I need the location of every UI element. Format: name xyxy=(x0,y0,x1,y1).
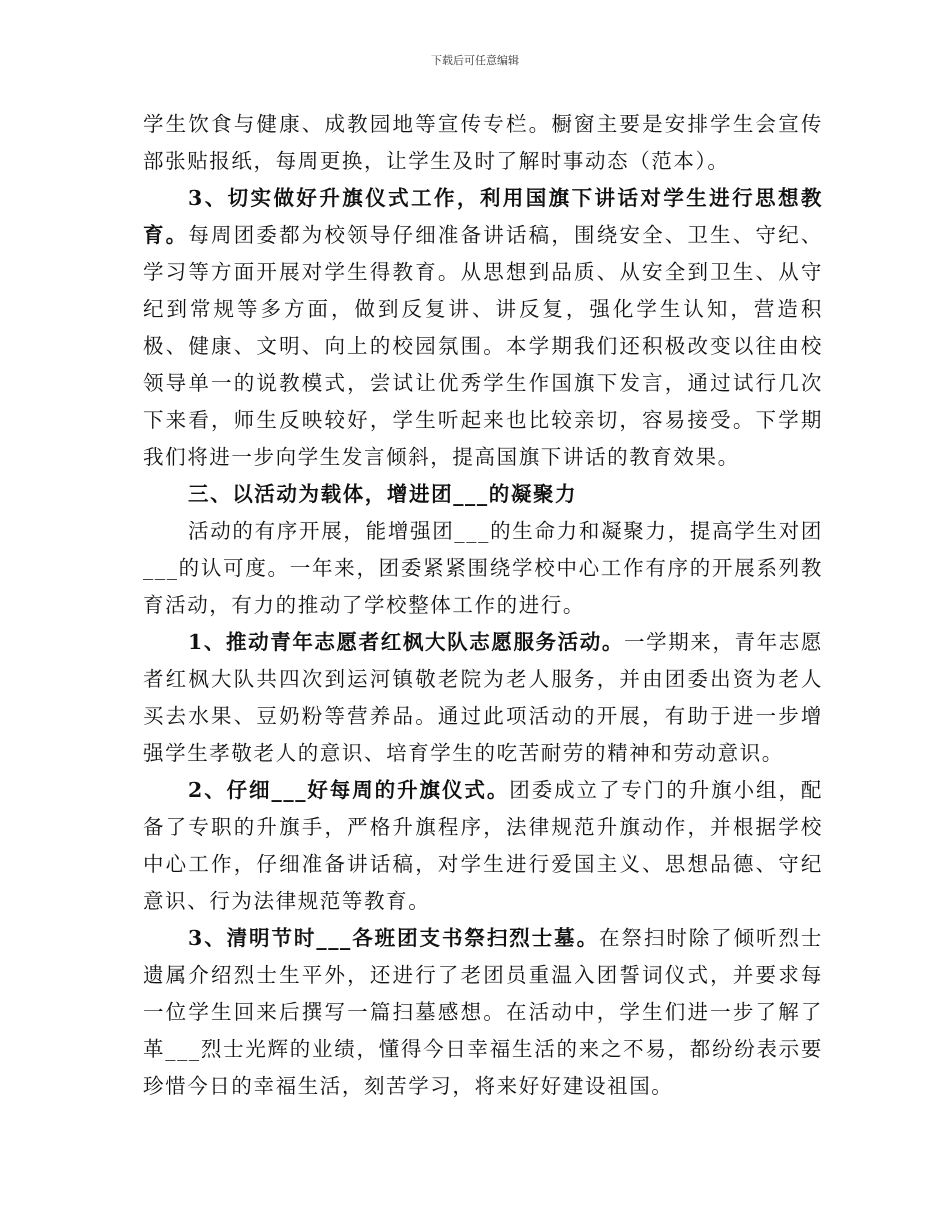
paragraph-2-body: 每周团委都为校领导仔细准备讲话稿，围绕安全、卫生、守纪、学习等方面开展对学生得教育。从思想到品质、从安全到卫生、从守纪到常规等多方面，做到反复讲、讲反复，强化学生认知，营造积极、健康、文明、向上的校园氛围。本学期我们还积极改变以往由校领导单一的说教模式，尝试让优秀学生作国旗下发言，通过试行几次下来看，师生反映较好，学生听起来也比较亲切，容易接受。下学期我们将进一步向学生发言倾斜，提高国旗下讲话的教育效果。 xyxy=(143,223,823,469)
paragraph-2-heading: 3、切实做好升旗仪式工作，利用国旗下讲话对学生进行思想教育。 xyxy=(143,186,823,247)
paragraph-7-heading: 3、清明节时___各班团支书祭扫烈士墓。 xyxy=(188,926,600,950)
page-header: 下载后可任意编辑 xyxy=(431,54,519,67)
paragraph-7 xyxy=(143,920,823,1105)
paragraph-6-body: 团委成立了专门的升旗小组，配备了专职的升旗手，严格升旗程序，法律规范升旗动作，并根据学校中心工作，仔细准备讲话稿，对学生进行爱国主义、思想品德、守纪意识、行为法律规范等教育。 xyxy=(143,778,823,913)
paragraph-5-heading: 1、推动青年志愿者红枫大队志愿服务活动。 xyxy=(188,630,624,654)
paragraph-6 xyxy=(143,772,823,920)
document-body xyxy=(143,106,823,1105)
paragraph-4-body: 活动的有序开展，能增强团___的生命力和凝聚力，提高学生对团___的认可度。一年来，团委紧紧围绕学校中心工作有序的开展系列教育活动，有力的推动了学校整体工作的进行。 xyxy=(143,519,823,617)
paragraph-1-body: 学生饮食与健康、成教园地等宣传专栏。橱窗主要是安排学生会宣传部张贴报纸，每周更换，让学生及时了解时事动态（范本）。 xyxy=(143,112,823,173)
section-heading-3-text: 三、以活动为载体，增进团___的凝聚力 xyxy=(188,482,578,506)
paragraph-6-heading: 2、仔细___好每周的升旗仪式。 xyxy=(188,778,510,802)
paragraph-4 xyxy=(143,513,823,624)
section-heading-3 xyxy=(143,476,823,513)
paragraph-5 xyxy=(143,624,823,772)
paragraph-2 xyxy=(143,180,823,476)
paragraph-5-body: 一学期来，青年志愿者红枫大队共四次到运河镇敬老院为老人服务，并由团委出资为老人买去水果、豆奶粉等营养品。通过此项活动的开展，有助于进一步增强学生孝敬老人的意识、培育学生的吃苦耐劳的精神和劳动意识。 xyxy=(143,630,823,765)
paragraph-1 xyxy=(143,106,823,180)
paragraph-7-body: 在祭扫时除了倾听烈士遗属介绍烈士生平外，还进行了老团员重温入团誓词仪式，并要求每一位学生回来后撰写一篇扫墓感想。在活动中，学生们进一步了解了革___烈士光辉的业绩，懂得今日幸福生活的来之不易，都纷纷表示要珍惜今日的幸福生活，刻苦学习，将来好好建设祖国。 xyxy=(143,926,824,1098)
